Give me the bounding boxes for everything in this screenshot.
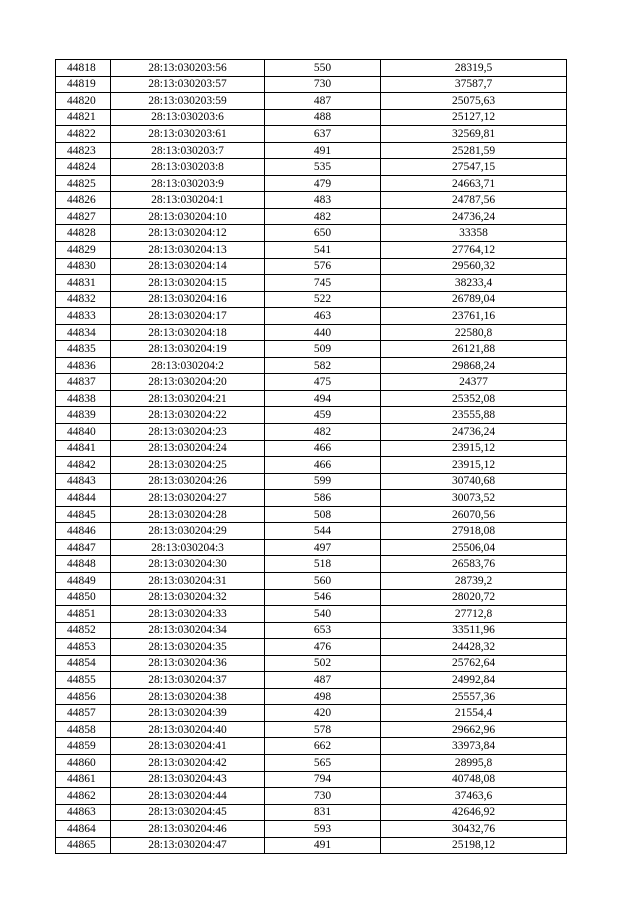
value-cell: 26121,88 (381, 341, 567, 358)
row-number-cell: 44841 (56, 440, 111, 457)
cadastral-number-cell: 28:13:030204:12 (111, 225, 265, 242)
table-row (56, 639, 567, 656)
cadastral-number-cell: 28:13:030204:42 (111, 754, 265, 771)
row-number-cell: 44829 (56, 242, 111, 259)
value-cell: 28020,72 (381, 589, 567, 606)
value-cell: 27547,15 (381, 159, 567, 176)
value-cell: 23761,16 (381, 308, 567, 325)
table-row (56, 142, 567, 159)
area-cell: 479 (265, 175, 381, 192)
row-number-cell: 44819 (56, 76, 111, 93)
table-row (56, 407, 567, 424)
area-cell: 482 (265, 424, 381, 441)
area-cell: 491 (265, 837, 381, 854)
value-cell: 23915,12 (381, 457, 567, 474)
row-number-cell: 44824 (56, 159, 111, 176)
area-cell: 466 (265, 457, 381, 474)
value-cell: 38233,4 (381, 275, 567, 292)
area-cell: 535 (265, 159, 381, 176)
table-row (56, 655, 567, 672)
row-number-cell: 44862 (56, 788, 111, 805)
row-number-cell: 44838 (56, 390, 111, 407)
area-cell: 522 (265, 291, 381, 308)
table-row (56, 572, 567, 589)
data-table (55, 59, 567, 854)
cadastral-number-cell: 28:13:030204:33 (111, 606, 265, 623)
value-cell: 24377 (381, 374, 567, 391)
area-cell: 730 (265, 76, 381, 93)
value-cell: 25506,04 (381, 539, 567, 556)
cadastral-number-cell: 28:13:030204:18 (111, 324, 265, 341)
value-cell: 25762,64 (381, 655, 567, 672)
area-cell: 502 (265, 655, 381, 672)
table-row (56, 622, 567, 639)
area-cell: 653 (265, 622, 381, 639)
table-row (56, 589, 567, 606)
table-row (56, 175, 567, 192)
cadastral-number-cell: 28:13:030204:38 (111, 688, 265, 705)
area-cell: 662 (265, 738, 381, 755)
value-cell: 25281,59 (381, 142, 567, 159)
row-number-cell: 44849 (56, 572, 111, 589)
row-number-cell: 44834 (56, 324, 111, 341)
area-cell: 637 (265, 126, 381, 143)
table-row (56, 324, 567, 341)
area-cell: 546 (265, 589, 381, 606)
cadastral-number-cell: 28:13:030204:10 (111, 208, 265, 225)
row-number-cell: 44818 (56, 60, 111, 77)
area-cell: 463 (265, 308, 381, 325)
row-number-cell: 44846 (56, 523, 111, 540)
table-row (56, 275, 567, 292)
area-cell: 508 (265, 506, 381, 523)
row-number-cell: 44863 (56, 804, 111, 821)
table-row (56, 837, 567, 854)
row-number-cell: 44854 (56, 655, 111, 672)
table-row (56, 738, 567, 755)
table-row (56, 126, 567, 143)
value-cell: 27918,08 (381, 523, 567, 540)
area-cell: 565 (265, 754, 381, 771)
area-cell: 560 (265, 572, 381, 589)
value-cell: 25352,08 (381, 390, 567, 407)
table-row (56, 804, 567, 821)
row-number-cell: 44864 (56, 821, 111, 838)
area-cell: 550 (265, 60, 381, 77)
table-row (56, 705, 567, 722)
area-cell: 518 (265, 556, 381, 573)
area-cell: 599 (265, 473, 381, 490)
table-row (56, 788, 567, 805)
area-cell: 482 (265, 208, 381, 225)
area-cell: 497 (265, 539, 381, 556)
table-row (56, 606, 567, 623)
table-row (56, 440, 567, 457)
area-cell: 794 (265, 771, 381, 788)
table-row (56, 357, 567, 374)
area-cell: 420 (265, 705, 381, 722)
row-number-cell: 44865 (56, 837, 111, 854)
area-cell: 466 (265, 440, 381, 457)
value-cell: 40748,08 (381, 771, 567, 788)
cadastral-number-cell: 28:13:030203:9 (111, 175, 265, 192)
cadastral-number-cell: 28:13:030204:41 (111, 738, 265, 755)
cadastral-number-cell: 28:13:030204:14 (111, 258, 265, 275)
cadastral-number-cell: 28:13:030204:32 (111, 589, 265, 606)
cadastral-number-cell: 28:13:030204:44 (111, 788, 265, 805)
value-cell: 25127,12 (381, 109, 567, 126)
value-cell: 29662,96 (381, 721, 567, 738)
row-number-cell: 44827 (56, 208, 111, 225)
cadastral-number-cell: 28:13:030204:35 (111, 639, 265, 656)
table-row (56, 93, 567, 110)
value-cell: 24736,24 (381, 208, 567, 225)
value-cell: 28995,8 (381, 754, 567, 771)
cadastral-number-cell: 28:13:030204:17 (111, 308, 265, 325)
cadastral-number-cell: 28:13:030204:23 (111, 424, 265, 441)
area-cell: 459 (265, 407, 381, 424)
value-cell: 37463,6 (381, 788, 567, 805)
row-number-cell: 44843 (56, 473, 111, 490)
table-row (56, 60, 567, 77)
table-row (56, 208, 567, 225)
area-cell: 498 (265, 688, 381, 705)
cadastral-number-cell: 28:13:030204:36 (111, 655, 265, 672)
table-row (56, 688, 567, 705)
area-cell: 576 (265, 258, 381, 275)
value-cell: 24428,32 (381, 639, 567, 656)
row-number-cell: 44856 (56, 688, 111, 705)
cadastral-number-cell: 28:13:030204:46 (111, 821, 265, 838)
area-cell: 487 (265, 93, 381, 110)
cadastral-number-cell: 28:13:030204:47 (111, 837, 265, 854)
area-cell: 491 (265, 142, 381, 159)
area-cell: 544 (265, 523, 381, 540)
cadastral-number-cell: 28:13:030204:26 (111, 473, 265, 490)
value-cell: 24663,71 (381, 175, 567, 192)
row-number-cell: 44842 (56, 457, 111, 474)
cadastral-number-cell: 28:13:030204:43 (111, 771, 265, 788)
value-cell: 28739,2 (381, 572, 567, 589)
table-row (56, 754, 567, 771)
value-cell: 33511,96 (381, 622, 567, 639)
cadastral-number-cell: 28:13:030203:57 (111, 76, 265, 93)
table-body (56, 60, 567, 854)
table-row (56, 341, 567, 358)
area-cell: 650 (265, 225, 381, 242)
area-cell: 494 (265, 390, 381, 407)
table-row (56, 473, 567, 490)
value-cell: 24992,84 (381, 672, 567, 689)
cadastral-number-cell: 28:13:030204:45 (111, 804, 265, 821)
value-cell: 27764,12 (381, 242, 567, 259)
table-row (56, 539, 567, 556)
table-row (56, 291, 567, 308)
row-number-cell: 44857 (56, 705, 111, 722)
row-number-cell: 44859 (56, 738, 111, 755)
value-cell: 21554,4 (381, 705, 567, 722)
row-number-cell: 44820 (56, 93, 111, 110)
row-number-cell: 44826 (56, 192, 111, 209)
table-row (56, 771, 567, 788)
row-number-cell: 44836 (56, 357, 111, 374)
value-cell: 33973,84 (381, 738, 567, 755)
cadastral-number-cell: 28:13:030204:30 (111, 556, 265, 573)
row-number-cell: 44833 (56, 308, 111, 325)
value-cell: 30073,52 (381, 490, 567, 507)
table-row (56, 258, 567, 275)
row-number-cell: 44860 (56, 754, 111, 771)
cadastral-number-cell: 28:13:030204:20 (111, 374, 265, 391)
area-cell: 593 (265, 821, 381, 838)
area-cell: 586 (265, 490, 381, 507)
row-number-cell: 44855 (56, 672, 111, 689)
row-number-cell: 44848 (56, 556, 111, 573)
row-number-cell: 44858 (56, 721, 111, 738)
cadastral-number-cell: 28:13:030204:13 (111, 242, 265, 259)
row-number-cell: 44850 (56, 589, 111, 606)
area-cell: 483 (265, 192, 381, 209)
value-cell: 32569,81 (381, 126, 567, 143)
value-cell: 29560,32 (381, 258, 567, 275)
cadastral-number-cell: 28:13:030203:59 (111, 93, 265, 110)
cadastral-number-cell: 28:13:030204:22 (111, 407, 265, 424)
row-number-cell: 44822 (56, 126, 111, 143)
row-number-cell: 44823 (56, 142, 111, 159)
value-cell: 27712,8 (381, 606, 567, 623)
cadastral-number-cell: 28:13:030204:39 (111, 705, 265, 722)
value-cell: 26583,76 (381, 556, 567, 573)
cadastral-number-cell: 28:13:030204:25 (111, 457, 265, 474)
cadastral-number-cell: 28:13:030204:31 (111, 572, 265, 589)
cadastral-number-cell: 28:13:030204:1 (111, 192, 265, 209)
table-row (56, 457, 567, 474)
table-row (56, 109, 567, 126)
table-row (56, 76, 567, 93)
value-cell: 24787,56 (381, 192, 567, 209)
area-cell: 730 (265, 788, 381, 805)
row-number-cell: 44852 (56, 622, 111, 639)
area-cell: 440 (265, 324, 381, 341)
value-cell: 22580,8 (381, 324, 567, 341)
row-number-cell: 44847 (56, 539, 111, 556)
cadastral-number-cell: 28:13:030204:19 (111, 341, 265, 358)
cadastral-number-cell: 28:13:030204:21 (111, 390, 265, 407)
value-cell: 23915,12 (381, 440, 567, 457)
cadastral-number-cell: 28:13:030203:61 (111, 126, 265, 143)
cadastral-number-cell: 28:13:030204:3 (111, 539, 265, 556)
table-row (56, 225, 567, 242)
area-cell: 487 (265, 672, 381, 689)
area-cell: 476 (265, 639, 381, 656)
cadastral-number-cell: 28:13:030204:24 (111, 440, 265, 457)
table-row (56, 242, 567, 259)
table-row (56, 523, 567, 540)
cadastral-number-cell: 28:13:030203:7 (111, 142, 265, 159)
row-number-cell: 44835 (56, 341, 111, 358)
table-row (56, 506, 567, 523)
cadastral-number-cell: 28:13:030204:28 (111, 506, 265, 523)
table-row (56, 821, 567, 838)
row-number-cell: 44831 (56, 275, 111, 292)
value-cell: 24736,24 (381, 424, 567, 441)
row-number-cell: 44861 (56, 771, 111, 788)
cadastral-number-cell: 28:13:030204:37 (111, 672, 265, 689)
table-row (56, 192, 567, 209)
value-cell: 28319,5 (381, 60, 567, 77)
value-cell: 30740,68 (381, 473, 567, 490)
area-cell: 745 (265, 275, 381, 292)
value-cell: 30432,76 (381, 821, 567, 838)
area-cell: 509 (265, 341, 381, 358)
row-number-cell: 44845 (56, 506, 111, 523)
cadastral-number-cell: 28:13:030204:2 (111, 357, 265, 374)
cadastral-number-cell: 28:13:030203:8 (111, 159, 265, 176)
table-row (56, 556, 567, 573)
table-row (56, 159, 567, 176)
cadastral-number-cell: 28:13:030203:56 (111, 60, 265, 77)
value-cell: 25075,63 (381, 93, 567, 110)
cadastral-number-cell: 28:13:030204:34 (111, 622, 265, 639)
table-row (56, 672, 567, 689)
cadastral-number-cell: 28:13:030203:6 (111, 109, 265, 126)
area-cell: 582 (265, 357, 381, 374)
cadastral-number-cell: 28:13:030204:27 (111, 490, 265, 507)
row-number-cell: 44825 (56, 175, 111, 192)
value-cell: 25557,36 (381, 688, 567, 705)
table-row (56, 374, 567, 391)
row-number-cell: 44840 (56, 424, 111, 441)
cadastral-number-cell: 28:13:030204:40 (111, 721, 265, 738)
value-cell: 42646,92 (381, 804, 567, 821)
cadastral-number-cell: 28:13:030204:29 (111, 523, 265, 540)
table-row (56, 308, 567, 325)
value-cell: 25198,12 (381, 837, 567, 854)
row-number-cell: 44844 (56, 490, 111, 507)
area-cell: 578 (265, 721, 381, 738)
row-number-cell: 44821 (56, 109, 111, 126)
table-row (56, 721, 567, 738)
value-cell: 37587,7 (381, 76, 567, 93)
value-cell: 23555,88 (381, 407, 567, 424)
value-cell: 26070,56 (381, 506, 567, 523)
area-cell: 540 (265, 606, 381, 623)
table-row (56, 390, 567, 407)
area-cell: 831 (265, 804, 381, 821)
row-number-cell: 44832 (56, 291, 111, 308)
area-cell: 488 (265, 109, 381, 126)
area-cell: 541 (265, 242, 381, 259)
cadastral-number-cell: 28:13:030204:16 (111, 291, 265, 308)
table-row (56, 490, 567, 507)
value-cell: 33358 (381, 225, 567, 242)
area-cell: 475 (265, 374, 381, 391)
cadastral-number-cell: 28:13:030204:15 (111, 275, 265, 292)
row-number-cell: 44851 (56, 606, 111, 623)
value-cell: 26789,04 (381, 291, 567, 308)
row-number-cell: 44830 (56, 258, 111, 275)
row-number-cell: 44853 (56, 639, 111, 656)
row-number-cell: 44828 (56, 225, 111, 242)
value-cell: 29868,24 (381, 357, 567, 374)
row-number-cell: 44837 (56, 374, 111, 391)
table-row (56, 424, 567, 441)
row-number-cell: 44839 (56, 407, 111, 424)
